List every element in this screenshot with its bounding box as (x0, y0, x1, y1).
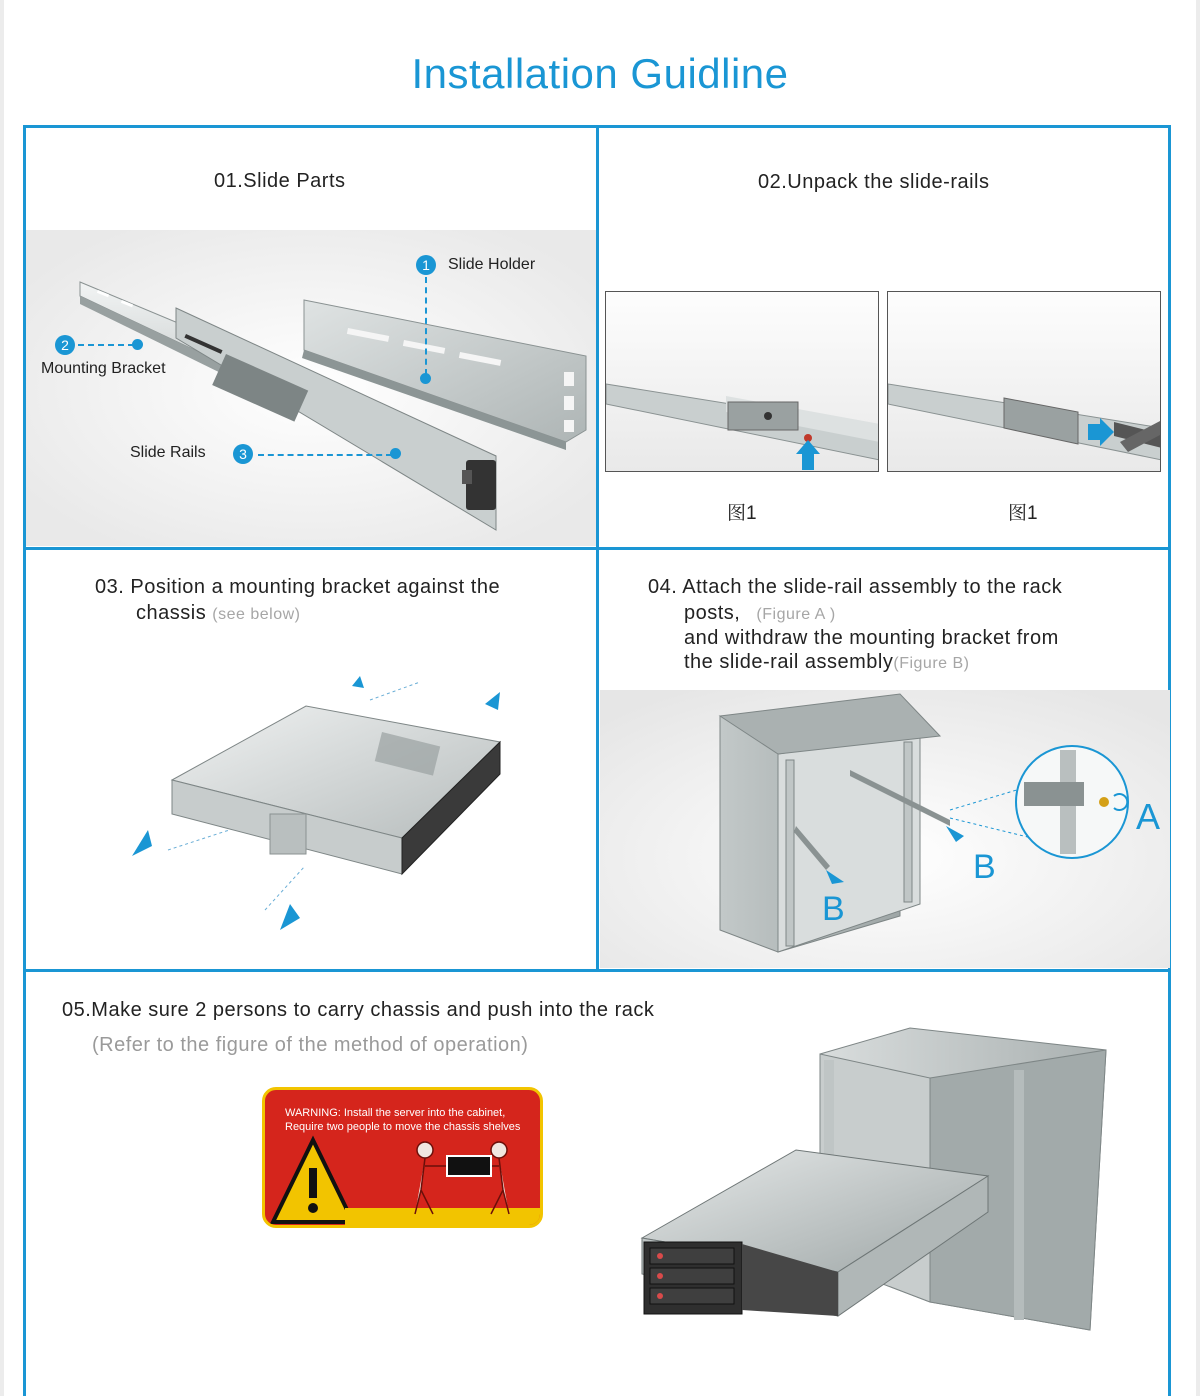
warning-text-line2: Require two people to move the chassis shelves (285, 1121, 521, 1133)
grid-divider-horizontal-2 (23, 969, 1171, 972)
page-title: Installation Guidline (411, 50, 789, 97)
step3-heading-note: (see below) (212, 606, 301, 623)
callout-mounting-bracket: Mounting Bracket (41, 360, 166, 377)
step3-heading-chassis: chassis (136, 602, 207, 624)
step1-heading: 01.Slide Parts (214, 170, 346, 192)
warning-triangle-icon (265, 1090, 540, 1225)
grid-divider-horizontal-1 (23, 547, 1171, 550)
unpack-figure-1 (605, 291, 879, 472)
callout-badge-2: 2 (55, 335, 75, 355)
step4-assembly: the slide-rail assembly (684, 651, 894, 673)
page-edge-right (1196, 0, 1200, 1396)
chassis-illustration (120, 670, 530, 940)
warning-label (262, 1087, 543, 1228)
step3-heading-line1: 03. Position a mounting bracket against the (95, 576, 501, 598)
callout-badge-3: 3 (233, 444, 253, 464)
rack-illustration (600, 690, 1170, 968)
step2-heading: 02.Unpack the slide-rails (758, 171, 990, 193)
callout-dot-3 (390, 448, 401, 459)
callout-dot-2 (132, 339, 143, 350)
warning-text-line1: WARNING: Install the server into the cabinet, (285, 1107, 506, 1119)
callout-badge-1: 1 (416, 255, 436, 275)
figure-2-caption: 图1 (1008, 503, 1038, 524)
figure-label-b-right: B (973, 848, 996, 886)
step5-note: (Refer to the figure of the method of operation) (92, 1034, 529, 1056)
server-rack-illustration (620, 1020, 1168, 1394)
step4-note-b: (Figure B) (893, 655, 970, 672)
callout-leader-3 (258, 454, 392, 456)
figure-label-b-left: B (822, 890, 845, 928)
callout-leader-1 (425, 277, 427, 375)
callout-slide-holder: Slide Holder (448, 256, 536, 273)
step4-line1: 04. Attach the slide-rail assembly to the rack (648, 576, 1063, 598)
step4-line4 (684, 651, 969, 674)
step3-heading-line2 (136, 602, 300, 625)
figure-1-caption: 图1 (727, 503, 757, 524)
callout-dot-1 (420, 373, 431, 384)
step4-line3: and withdraw the mounting bracket from (684, 627, 1059, 649)
step5-heading: 05.Make sure 2 persons to carry chassis and push into the rack (62, 999, 655, 1021)
callout-leader-2 (78, 344, 134, 346)
page-edge-left (0, 0, 4, 1396)
step4-line2 (684, 602, 836, 625)
slide-parts-illustration (26, 230, 596, 546)
unpack-figure-2 (887, 291, 1161, 472)
figure-label-a: A (1136, 796, 1161, 837)
step4-note-a: (Figure A ) (756, 606, 836, 623)
callout-slide-rails: Slide Rails (130, 444, 206, 461)
step4-posts: posts, (684, 602, 741, 624)
